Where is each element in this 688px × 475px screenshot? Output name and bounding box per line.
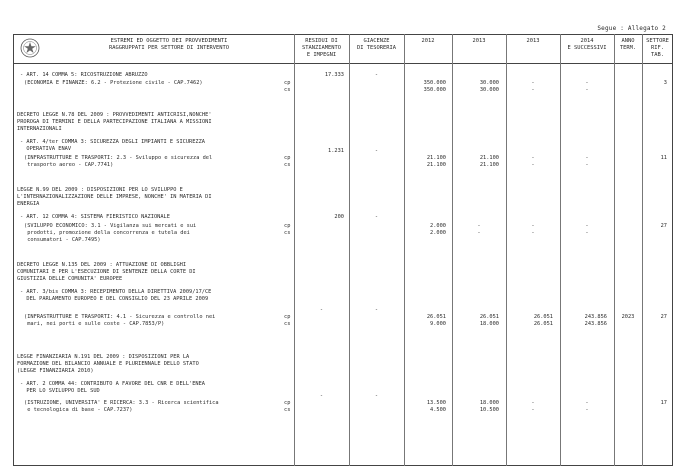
header-giacenze [349,38,404,52]
header-anno-line: TERM. [619,45,637,51]
cp-2013: 21.100 [479,155,499,161]
cp-2014: - [531,155,535,161]
cp-2013: 30.000 [479,80,499,86]
settore-value: 3 [663,80,667,86]
header-year-2014 [506,38,560,45]
item-line: (INFRASTRUTTURE E TRASPORTI: 2.3 - Sviluppo e sicurezza del [24,155,213,161]
header-year-label: 2012 [421,38,435,44]
anno-value: 2023 [621,314,635,320]
header-anno [614,38,642,52]
item-line: prodotti, promozione della concorrenza e tutela dei [24,230,190,236]
article-line: DEL PARLAMENTO EUROPEO E DEL CONSIGLIO DEL 23 APRILE 2009 [20,296,209,302]
residui-value: 200 [334,214,344,220]
header-title-line: RAGGRUPPATI PER SETTORE DI INTERVENTO [108,45,230,51]
cp-2012: 21.100 [426,155,446,161]
cs-2014: 26.051 [533,321,553,327]
decree-line: L'INTERNAZIONALIZZAZIONE DELLE IMPRESE, NONCHE' IN MATERIA DI [17,194,212,200]
residui-value: - [319,307,324,313]
cp-successivi: 243.856 [584,314,607,320]
settore-value: 27 [660,314,667,320]
cs-2012: 350.000 [423,87,446,93]
cs-2014: - [531,87,535,93]
col-divider [349,34,350,466]
article-line: - ART. 3/bis COMMA 3: RECEPIMENTO DELLA DIRETTIVA 2009/17/CE [20,289,212,295]
header-settore-line: SETTORE [646,38,669,44]
header-anno-line: ANNO [621,38,635,44]
cp-label: cp [284,314,291,320]
cs-successivi: - [585,87,589,93]
item-line: trasporto aereo - CAP.7741) [24,162,114,168]
cp-label: cp [284,155,291,161]
header-year-label: E SUCCESSIVI [567,45,607,51]
item-line: (SVILUPPO ECONOMICO: 3.1 - Vigilanza sui mercati e sui [24,223,197,229]
header-title [44,38,294,52]
decree-line: DECRETO LEGGE N.135 DEL 2009 : ATTUAZIONE DI OBBLIGHI [17,262,187,268]
cs-2013: - [477,230,481,236]
cp-successivi: - [585,155,589,161]
decree-line: COMUNITARI E PER L'ESECUZIONE DI SENTENZE DELLA CORTE DI [17,269,196,275]
article-line: - ART. 14 COMMA 5: RICOSTRUZIONE ABRUZZO [20,72,148,78]
cp-2014: - [531,80,535,86]
decree-line: LEGGE FINANZIARIA N.191 DEL 2009 : DISPOSIZIONI PER LA [17,354,190,360]
item-line: e tecnologica di base - CAP.7237) [24,407,133,413]
giacenze-value: - [374,72,379,78]
header-year-2012 [404,38,452,45]
cs-label: cs [284,87,291,93]
residui-value: 17.333 [324,72,344,78]
article-line: PER LO SVILUPPO DEL SUD [20,388,100,394]
residui-value: 1.231 [328,148,344,154]
item-line: (ISTRUZIONE, UNIVERSITA' E RICERCA: 3.3 - Ricerca scientifica [24,400,219,406]
cp-2014: 26.051 [533,314,553,320]
cs-2013: 18.000 [479,321,499,327]
cp-2014: - [531,400,535,406]
cs-2012: 9.000 [430,321,446,327]
giacenze-value: - [374,307,379,313]
cs-2014: - [531,230,535,236]
article-line: - ART. 4/ter COMMA 3: SICUREZZA DEGLI IMPIANTI E SICUREZZA [20,139,205,145]
header-settore-line: TAB. [651,52,664,58]
giacenze-value: - [374,214,379,220]
cs-2012: 4.500 [430,407,446,413]
header-year-successivi [560,38,614,52]
cp-successivi: - [585,223,589,229]
cp-label: cp [284,80,291,86]
annex-label: Segue : Allegato 2 [597,25,666,32]
cs-2013: 30.000 [479,87,499,93]
cp-2013: - [477,223,481,229]
cp-2013: 26.051 [479,314,499,320]
cs-2014: - [531,162,535,168]
header-residui-line: STANZIAMENTO [302,45,341,51]
cs-2013: 10.500 [479,407,499,413]
col-divider [614,34,615,466]
item-line: consumatori - CAP.7495) [24,237,101,243]
cp-successivi: - [585,80,589,86]
header-settore [642,38,673,59]
cp-2012: 13.500 [426,400,446,406]
settore-value: 17 [660,400,667,406]
decree-line: ENERGIA [17,201,40,207]
cs-successivi: - [585,407,589,413]
cp-2014: - [531,223,535,229]
decree-line: (LEGGE FINANZIARIA 2010) [17,368,94,374]
cs-label: cs [284,230,291,236]
giacenze-value: - [374,148,379,154]
settore-value: 27 [660,223,667,229]
item-line: mari, nei porti e sulle coste - CAP.7853/P) [24,321,165,327]
header-year-2013 [452,38,506,45]
cp-2012: 2.000 [430,223,446,229]
header-residui [294,38,349,59]
cp-label: cp [284,400,291,406]
header-year-label: 2013 [472,38,486,44]
residui-value: - [319,393,324,399]
cs-label: cs [284,162,291,168]
cs-2012: 21.100 [426,162,446,168]
giacenze-value: - [374,393,379,399]
article-line: - ART. 2 COMMA 44: CONTRIBUTO A FAVORE DEL CNR E DELL'ENEA [20,381,205,387]
col-divider [294,34,295,466]
settore-value: 11 [660,155,667,161]
decree-line: GIUSTIZIA DELLE COMUNITA' EUROPEE [17,276,123,282]
cs-successivi: 243.856 [584,321,607,327]
cp-2012: 350.000 [423,80,446,86]
header-residui-line: RESIDUI DI [305,38,338,44]
cs-2014: - [531,407,535,413]
header-giacenze-line: DI TESORERIA [357,45,396,51]
cs-successivi: - [585,162,589,168]
cs-2013: 21.100 [479,162,499,168]
decree-line: DECRETO LEGGE N.78 DEL 2009 : PROVVEDIMENTI ANTICRISI,NONCHE' [17,112,212,118]
decree-line: PROROGA DI TERMINI E DELLA PARTECIPAZIONE ITALIANA A MISSIONI [17,119,212,125]
cs-label: cs [284,407,291,413]
decree-line: INTERNAZIONALI [17,126,62,132]
decree-line: LEGGE N.99 DEL 2009 : DISPOSIZIONI PER LO SVILUPPO E [17,187,183,193]
cp-successivi: - [585,400,589,406]
cs-label: cs [284,321,291,327]
item-line: (ECONOMIA E FINANZE: 6.2 - Protezione civile - CAP.7462) [24,80,203,86]
cs-2012: 2.000 [430,230,446,236]
header-divider [13,63,673,64]
header-residui-line: E IMPEGNI [306,52,337,58]
item-line: (INFRASTRUTTURE E TRASPORTI: 4.1 - Sicurezza e controllo nei [24,314,216,320]
header-giacenze-line: GIACENZE [363,38,390,44]
decree-line: FORMAZIONE DEL BILANCIO ANNUALE E PLURIENNALE DELLO STATO [17,361,199,367]
header-year-label: 2013 [526,38,540,44]
cp-label: cp [284,223,291,229]
cs-successivi: - [585,230,589,236]
article-line: - ART. 12 COMMA 4: SISTEMA FIERISTICO NAZIONALE [20,214,170,220]
state-emblem-icon [20,38,40,58]
cp-2012: 26.051 [426,314,446,320]
article-line: OPERATIVA ENAV [20,146,72,152]
cp-2013: 18.000 [479,400,499,406]
header-title-line: ESTREMI ED OGGETTO DEI PROVVEDIMENTI [110,38,228,44]
header-year-label: 2014 [580,38,594,44]
header-settore-line: RIF. [651,45,664,51]
